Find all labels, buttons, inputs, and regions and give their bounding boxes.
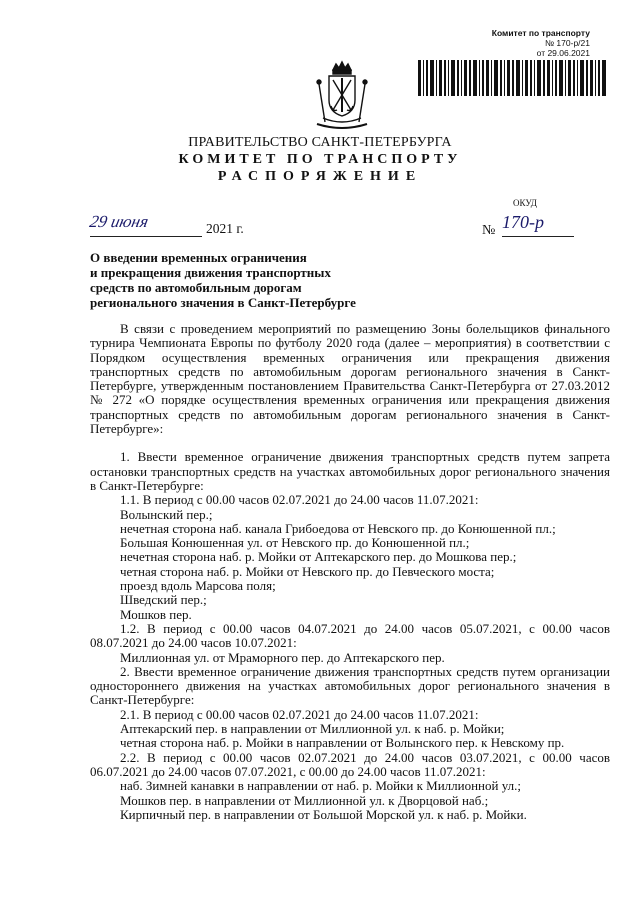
registration-stamp [450,28,590,58]
committee-title: КОМИТЕТ ПО ТРАНСПОРТУ [178,152,462,167]
list-item: Большая Конюшенная ул. от Невского пр. до Конюшенной пл.; [120,535,470,551]
list-item: четная сторона наб. р. Мойки от Невского пр. до Певческого моста; [120,563,495,579]
list-item: Мошков пер. [120,606,192,622]
list-item: Мошков пер. в направлении от Миллионной ул. к Дворцовой наб.; [120,792,489,808]
document-number [482,212,592,242]
document-body [90,322,610,822]
subject-line: регионального значения в Санкт-Петербурге [90,295,356,310]
clause-2-2: 2.2. В период с 00.00 часов 02.07.2021 до 24.00 часов 03.07.2021, с 00.00 часов 06.07.2021 до 24.00 часов 07.07.2021, с 00.00 до 24.00 часов 11.07.2021: [90,749,610,779]
coat-of-arms-icon [311,60,373,132]
subject-line: средств по автомобильным дорогам [90,280,302,295]
clause-1: 1. Ввести временное ограничение движения транспортных средств путем запрета остановки транспортных средств на участках автомобильных дорог регионального значения в Санкт-Петербурге: [90,449,610,493]
barcode-icon [418,60,608,96]
document-date [90,212,290,242]
list-item: Аптекарский пер. в направлении от Миллионной ул. к наб. р. Мойки; [120,721,505,737]
list-item: Миллионная ул. от Мраморного пер. до Аптекарского пер. [120,649,445,665]
list-item: наб. Зимней канавки в направлении от наб. р. Мойки к Миллионной ул.; [120,778,521,794]
clause-1-2: 1.2. В период с 00.00 часов 04.07.2021 до 24.00 часов 05.07.2021, с 00.00 часов 08.07.2021 до 24.00 часов 10.07.2021: [90,620,610,651]
okud-label: ОКУД [513,198,537,208]
handwritten-date: 29 июня [90,212,202,237]
stamp-date: от 29.06.2021 [536,48,590,58]
subject-line: и прекращения движения транспортных [90,265,331,280]
list-item: проезд вдоль Марсова поля; [120,578,276,594]
government-title: ПРАВИТЕЛЬСТВО САНКТ-ПЕТЕРБУРГА [188,135,452,150]
document-header [0,135,640,185]
list-item: четная сторона наб. р. Мойки в направлении от Волынского пер. к Невскому пр. [120,735,565,751]
clause-2-1: 2.1. В период с 00.00 часов 02.07.2021 до 24.00 часов 11.07.2021: [120,706,479,722]
document-type: РАСПОРЯЖЕНИЕ [217,169,423,184]
list-item: Кирпичный пер. в направлении от Большой Морской ул. к наб. р. Мойки. [120,806,527,822]
clause-2: 2. Ввести временное ограничение движения транспортных средств путем организации одностороннего движения на участках автомобильных дорог регионального значения в Санкт-Петербурге: [90,663,610,708]
list-item: нечетная сторона наб. р. Мойки от Аптекарского пер. до Мошкова пер.; [120,549,517,565]
handwritten-number: 170-р [502,212,574,237]
list-item: Волынский пер.; [120,506,213,522]
number-sign: № [482,223,496,238]
intro-paragraph: В связи с проведением мероприятий по размещению Зоны болельщиков финального турнира Чемпионата Европы по футболу 2020 года (далее – мероприятия) в соответствии с Порядком осуществления временных ограничения или прекращения движения транспортных средств по автомобильным дорогам регионального значения в Санкт-Петербурге, утвержденным постановлением Правительства Санкт-Петербурга от 27.03.2012 № 272 «О порядке осуществления временных ограничения или прекращения движения транспортных средств по автомобильным дорогам регионального значения в Санкт-Петербурге»: [90,321,610,437]
document-subject [90,250,410,310]
list-item: Шведский пер.; [120,592,207,608]
stamp-committee: Комитет по транспорту [491,28,590,38]
stamp-number: № 170-р/21 [544,38,590,48]
list-item: нечетная сторона наб. канала Грибоедова от Невского пр. до Конюшенной пл.; [120,520,556,536]
date-year: 2021 г. [206,221,244,236]
subject-line: О введении временных ограничения [90,250,307,265]
clause-1-1: 1.1. В период с 00.00 часов 02.07.2021 до 24.00 часов 11.07.2021: [120,492,479,508]
